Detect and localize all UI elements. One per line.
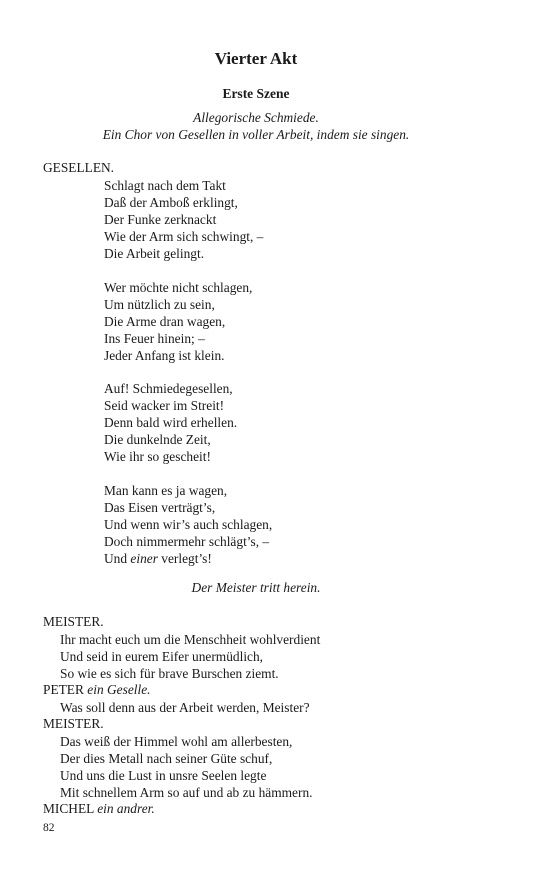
speaker-michel: MICHEL ein andrer. xyxy=(43,801,155,816)
verse-line: Der Funke zerknackt xyxy=(104,212,217,227)
verse-line: Man kann es ja wagen, xyxy=(104,482,228,498)
stage-direction-setting: Allegorische Schmiede. xyxy=(193,110,319,125)
speech-line: Und uns die Lust in unsre Seelen legte xyxy=(60,768,267,783)
speaker-meister: MEISTER. xyxy=(43,614,104,629)
verse-line: Um nützlich zu sein, xyxy=(104,296,215,312)
meister-speech xyxy=(60,631,320,682)
verse-line: Doch nimmermehr schlägt’s, – xyxy=(104,533,270,549)
verse-line: Wie ihr so gescheit! xyxy=(104,449,211,464)
verse-line: Die dunkelnde Zeit, xyxy=(104,432,211,447)
verse-line: Jeder Anfang ist klein. xyxy=(104,347,225,363)
speech-line: Ihr macht euch um die Menschheit wohlverdient xyxy=(60,632,321,647)
speech-line: Mit schnellem Arm so auf und ab zu hämmern. xyxy=(60,785,313,800)
verse-line: Die Arbeit gelingt. xyxy=(104,246,205,261)
speaker-meister: MEISTER. xyxy=(43,716,104,731)
verse-line: Seid wacker im Streit! xyxy=(104,398,225,413)
scene-title: Erste Szene xyxy=(222,86,290,101)
speech-line: Was soll denn aus der Arbeit werden, Meister? xyxy=(60,700,310,715)
verse-line: Daß der Amboß erklingt, xyxy=(104,195,238,210)
peter-speech xyxy=(60,699,310,716)
speech-line: Und seid in eurem Eifer unermüdlich, xyxy=(60,649,264,664)
speech-line: Das weiß der Himmel wohl am allerbesten, xyxy=(60,734,293,749)
stage-direction-entrance: Der Meister tritt herein. xyxy=(191,580,321,595)
act-title: Vierter Akt xyxy=(214,49,298,68)
verse-line: Und wenn wir’s auch schlagen, xyxy=(104,516,273,532)
meister-speech xyxy=(60,733,313,801)
verse-line: Auf! Schmiedegesellen, xyxy=(104,381,233,396)
verse-line: Denn bald wird erhellen. xyxy=(104,415,238,430)
verse-line: Ins Feuer hinein; – xyxy=(104,330,205,346)
verse-line: Wie der Arm sich schwingt, – xyxy=(104,229,264,244)
page-number: 82 xyxy=(43,822,55,834)
verse-line: Und einer verlegt’s! xyxy=(104,550,212,566)
speech-line: So wie es sich für brave Burschen ziemt. xyxy=(60,666,279,681)
speaker-gesellen: GESELLEN. xyxy=(43,160,115,175)
stage-direction-chorus: Ein Chor von Gesellen in voller Arbeit, indem sie singen. xyxy=(102,127,410,142)
verse-line: Das Eisen verträgt’s, xyxy=(104,499,216,515)
speech-line: Der dies Metall nach seiner Güte schuf, xyxy=(60,751,273,766)
chorus-song xyxy=(104,177,272,567)
verse-line: Schlagt nach dem Takt xyxy=(104,178,226,193)
verse-line: Die Arme dran wagen, xyxy=(104,313,226,329)
verse-line: Wer möchte nicht schlagen, xyxy=(104,279,253,295)
speaker-peter: PETER ein Geselle. xyxy=(43,682,151,697)
